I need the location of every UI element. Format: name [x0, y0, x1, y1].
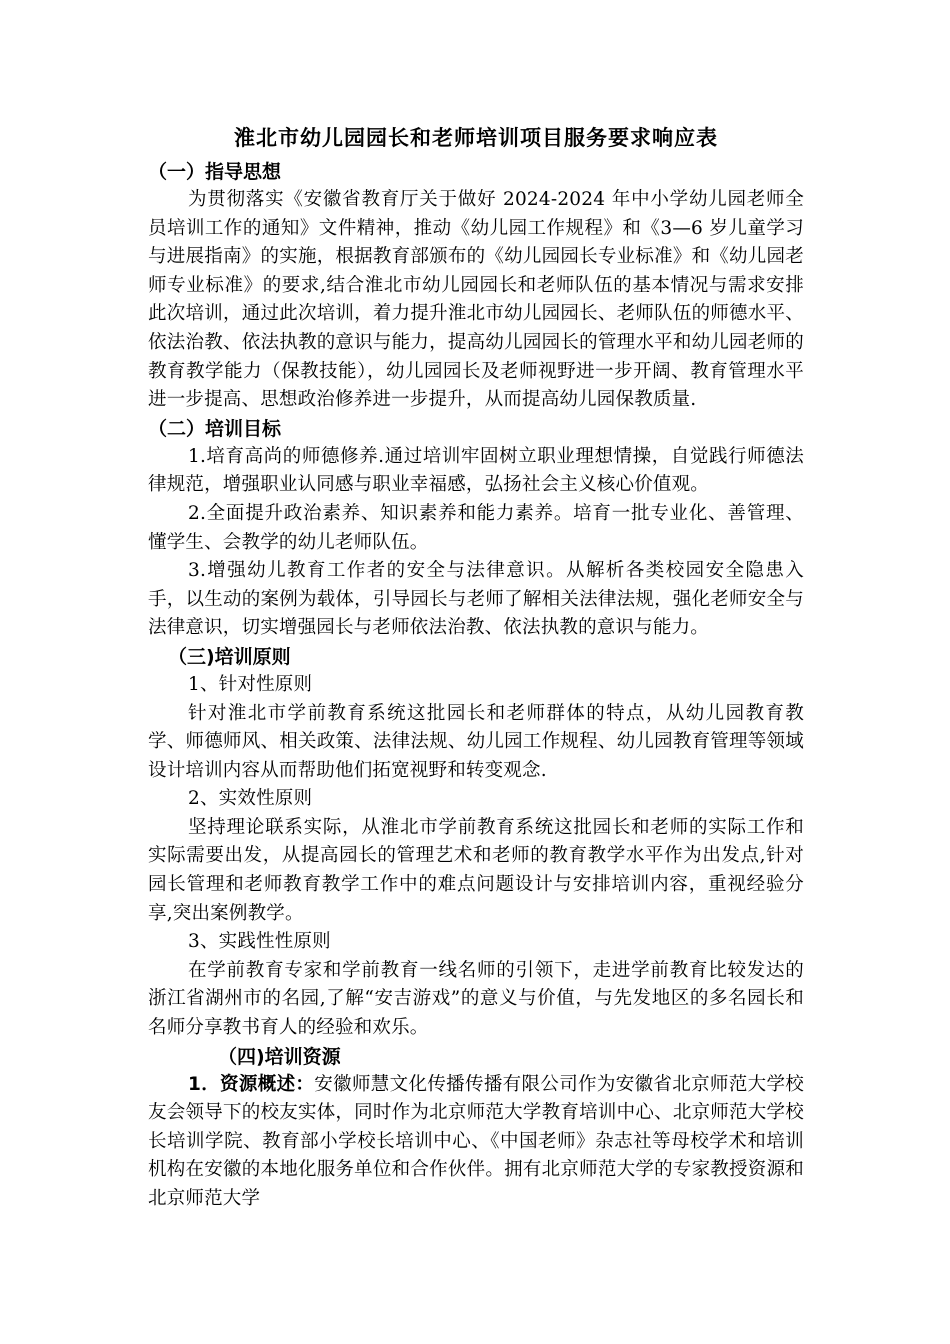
paragraph: 坚持理论联系实际，从淮北市学前教育系统这批园长和老师的实际工作和实际需要出发，从提高园长的管理艺术和老师的教育教学水平作为出发点,针对园长管理和老师教育教学工作中的难点问题设计与安排培训内容，重视经验分享,突出案例教学。: [148, 816, 804, 924]
paragraph: [148, 1071, 804, 1214]
paragraph: 针对淮北市学前教育系统这批园长和老师群体的特点，从幼儿园教育教学、师德师风、相关政策、法律法规、幼儿园工作规程、幼儿园教育管理等领域设计培训内容从而帮助他们拓宽视野和转变观念.: [148, 702, 804, 781]
paragraph: 3.增强幼儿教育工作者的安全与法律意识。从解析各类校园安全隐患入手，以生动的案例为载体，引导园长与老师了解相关法律法规，强化老师安全与法律意识，切实增强园长与老师依法治教、依法执教的意识与能力。: [148, 560, 804, 639]
section-heading-training-goals: （二）培训目标: [148, 417, 282, 440]
section-heading-guiding-ideology: （一）指导思想: [148, 161, 282, 183]
subheading: 3、实践性性原则: [188, 931, 331, 953]
paragraph: 为贯彻落实《安徽省教育厅关于做好 2024-2024 年中小学幼儿园老师全员培训工作的通知》文件精神，推动《幼儿园工作规程》和《3—6 岁儿童学习与进展指南》的实施，根据教育部颁布的《幼儿园园长专业标准》和《幼儿园老师专业标准》的要求,结合淮北市幼儿园园长和老师队伍的基本情况与需求安排此次培训，通过此次培训，着力提升淮北市幼儿园园长、老师队伍的师德水平、依法治教、依法执教的意识与能力，提高幼儿园园长的管理水平和幼儿园老师的教育教学能力（保教技能），幼儿园园长及老师视野进一步开阔、教育管理水平进一步提高、思想政治修养进一步提升，从而提高幼儿园保教质量.: [148, 189, 804, 411]
paragraph-text: 安徽师慧文化传播传播有限公司作为安徽省北京师范大学校友会领导下的校友实体，同时作为北京师范大学教育培训中心、北京师范大学校长培训学院、教育部小学校长培训中心、《中国老师》杂志社等母校学术和培训机构在安徽的本地化服务单位和合作伙伴。拥有北京师范大学的专家教授资源和北京师范大学: [148, 1073, 804, 1209]
document-title: 淮北市幼儿园园长和老师培训项目服务要求响应表: [234, 126, 718, 150]
paragraph: 在学前教育专家和学前教育一线名师的引领下，走进学前教育比较发达的浙江省湖州市的名园,了解“安吉游戏”的意义与价值，与先发地区的多名园长和名师分享教书育人的经验和欢乐。: [148, 959, 804, 1039]
paragraph-lead: 1．资源概述：: [188, 1073, 315, 1095]
document-page: [148, 118, 804, 1214]
subheading: 2、实效性原则: [188, 788, 313, 810]
section-heading-training-resources: （四)培训资源: [218, 1045, 341, 1068]
subheading: 1、针对性原则: [188, 673, 313, 695]
section-heading-training-principles: （三)培训原则: [168, 645, 291, 668]
paragraph: 1.培育高尚的师德修养.通过培训牢固树立职业理想情操，自觉践行师德法律规范，增强职业认同感与职业幸福感，弘扬社会主义核心价值观。: [148, 445, 804, 496]
paragraph: 2.全面提升政治素养、知识素养和能力素养。培育一批专业化、善管理、懂学生、会教学的幼儿老师队伍。: [148, 502, 804, 553]
